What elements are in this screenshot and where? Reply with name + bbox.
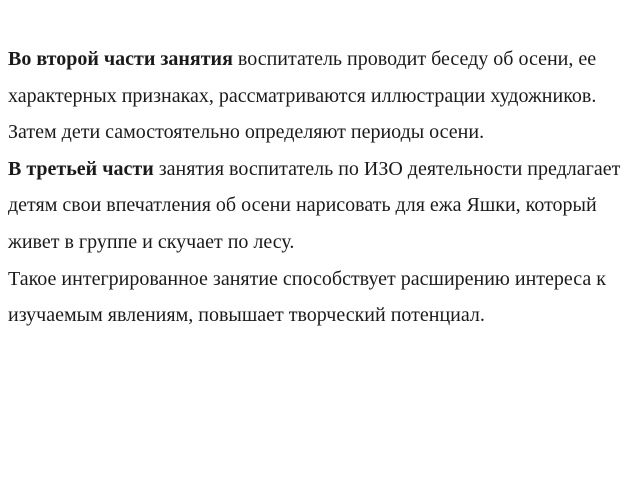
paragraph-integrated: [8, 261, 632, 334]
paragraph-periods-text: Затем дети самостоятельно определяют периоды осени.: [8, 121, 485, 144]
paragraph-third-part-heading: В третьей части: [8, 157, 154, 180]
paragraph-second-part: [8, 41, 632, 114]
paragraph-second-part-text: воспитатель проводит беседу об осени, ее характерных признаках, рассматриваются иллюстрации художников.: [8, 48, 597, 107]
paragraph-third-part: [8, 151, 632, 261]
paragraph-third-part-text: занятия воспитатель по ИЗО деятельности предлагает детям свои впечатления об осени нарисовать для ежа Яшки, который живет в группе и скучает по лесу.: [8, 157, 621, 253]
paragraph-second-part-heading: Во второй части занятия: [8, 48, 233, 70]
paragraph-integrated-text: Такое интегрированное занятие способствует расширению интереса к изучаемым явлениям, повышает творческий потенциал.: [8, 267, 606, 327]
paragraph-periods: [8, 114, 632, 151]
